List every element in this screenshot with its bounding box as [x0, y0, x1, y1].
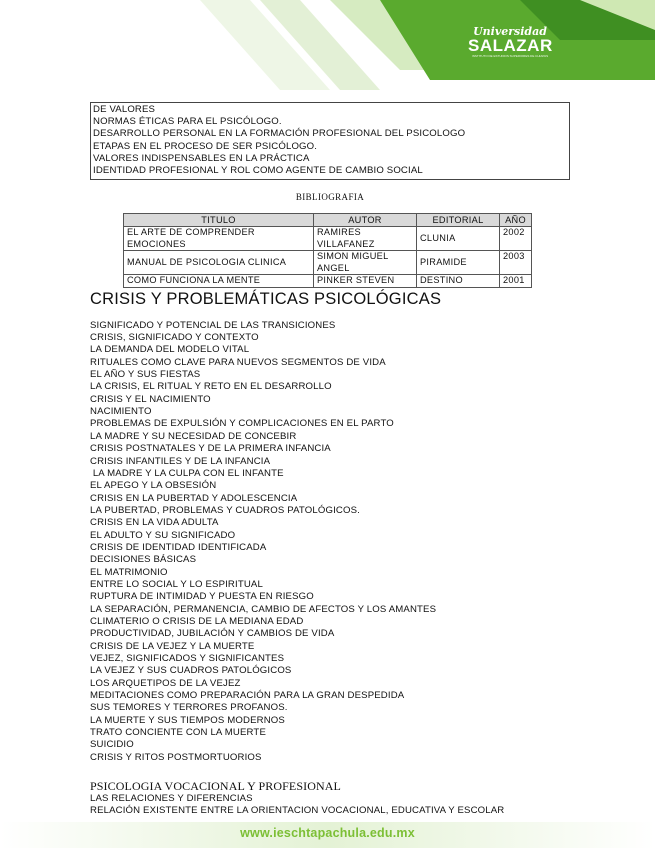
list-item: CRISIS Y EL NACIMIENTO: [90, 393, 211, 405]
list-item: CRISIS DE IDENTIDAD IDENTIFICADA: [90, 541, 267, 553]
cell-editorial: CLUNIA: [417, 227, 500, 251]
list-item: NACIMIENTO: [90, 406, 152, 418]
list-item: CRISIS EN LA VIDA ADULTA: [90, 517, 219, 529]
list-item: CRISIS DE LA VEJEZ Y LA MUERTE: [90, 640, 255, 652]
list-item: LA PUBERTAD, PROBLEMAS Y CUADROS PATOLÓGICOS.: [90, 504, 360, 516]
list-item: LA SEPARACIÓN, PERMANENCIA, CAMBIO DE AFECTOS Y LOS AMANTES: [90, 603, 437, 615]
footer-url[interactable]: www.ieschtapachula.edu.mx: [240, 826, 415, 840]
list-item: LA MADRE Y SU NECESIDAD DE CONCEBIR: [90, 430, 297, 442]
cell-editorial: PIRAMIDE: [417, 251, 500, 275]
logo-line-2: SALAZAR: [468, 36, 553, 55]
table-row: [124, 227, 532, 251]
list-item: VEJEZ, SIGNIFICADOS Y SIGNIFICANTES: [90, 653, 285, 664]
list-item: EL APEGO Y LA OBSESIÓN: [90, 480, 217, 492]
box-line: ETAPAS EN EL PROCESO DE SER PSICÓLOGO.: [93, 140, 318, 152]
list-item: RITUALES COMO CLAVE PARA NUEVOS SEGMENTOS DE VIDA: [90, 356, 386, 368]
content-box: [90, 102, 570, 180]
list-item: TRATO CONCIENTE CON LA MUERTE: [90, 727, 266, 739]
list-item: CRISIS EN LA PUBERTAD Y ADOLESCENCIA: [90, 492, 298, 504]
list-item: CLIMATERIO O CRISIS DE LA MEDIANA EDAD: [90, 615, 304, 627]
table-row: [124, 275, 532, 288]
subsection-list: [90, 793, 570, 818]
list-item: PRODUCTIVIDAD, JUBILACIÓN Y CAMBIOS DE VIDA: [90, 628, 335, 640]
list-item: SUS TEMORES Y TERRORES PROFANOS.: [90, 702, 288, 714]
list-item: SUICIDIO: [90, 739, 134, 751]
bibliography-table: [123, 213, 532, 288]
cell-autor: RAMIRES VILLAFANEZ: [314, 227, 417, 251]
cell-anio: 2003: [500, 251, 532, 275]
table-row: [124, 251, 532, 275]
cell-autor: PINKER STEVEN: [314, 275, 417, 288]
box-line: DE VALORES: [93, 104, 156, 115]
box-line: NORMAS ÉTICAS PARA EL PSICÓLOGO.: [93, 116, 282, 128]
column-header: TITULO: [124, 214, 314, 227]
list-item: MEDITACIONES COMO PREPARACIÓN PARA LA GRAN DESPEDIDA: [90, 690, 405, 702]
box-line: DESARROLLO PERSONAL EN LA FORMACIÓN PROFESIONAL DEL PSICOLOGO: [93, 128, 466, 140]
list-item: LA MUERTE Y SUS TIEMPOS MODERNOS: [90, 714, 285, 726]
list-item: LA DEMANDA DEL MODELO VITAL: [90, 344, 250, 356]
box-line: VALORES INDISPENSABLES EN LA PRÁCTICA: [93, 152, 310, 164]
list-item: EL AÑO Y SUS FIESTAS: [90, 369, 201, 381]
section-title: CRISIS Y PROBLEMÁTICAS PSICOLÓGICAS: [90, 289, 442, 308]
list-item: EL ADULTO Y SU SIGNIFICADO: [90, 529, 236, 541]
cell-titulo: MANUAL DE PSICOLOGIA CLINICA: [124, 251, 314, 275]
list-item: SIGNIFICADO Y POTENCIAL DE LAS TRANSICIONES: [90, 319, 336, 331]
cell-editorial: DESTINO: [417, 275, 500, 288]
list-item: CRISIS INFANTILES Y DE LA INFANCIA: [90, 455, 271, 467]
list-item: ENTRE LO SOCIAL Y LO ESPIRITUAL: [90, 578, 263, 590]
section-list: [90, 320, 570, 764]
cell-anio: 2002: [500, 227, 532, 251]
list-item: RELACIÓN EXISTENTE ENTRE LA ORIENTACION VOCACIONAL, EDUCATIVA Y ESCOLAR: [90, 805, 505, 817]
column-header: AÑO: [500, 214, 532, 227]
column-header: AUTOR: [314, 214, 417, 227]
list-item: LAS RELACIONES Y DIFERENCIAS: [90, 793, 253, 805]
header-decoration: [0, 0, 655, 90]
logo-line-3: INSTITUTO DE ESTUDIOS SUPERIORES DE CHIAPAS: [471, 54, 549, 58]
list-item: DECISIONES BÁSICAS: [90, 554, 197, 566]
list-item: CRISIS POSTNATALES Y DE LA PRIMERA INFANCIA: [90, 443, 331, 455]
list-item: CRISIS, SIGNIFICADO Y CONTEXTO: [90, 332, 259, 344]
cell-anio: 2001: [500, 275, 532, 288]
list-item: LA MADRE Y LA CULPA CON EL INFANTE: [90, 467, 284, 479]
list-item: RUPTURA DE INTIMIDAD Y PUESTA EN RIESGO: [90, 591, 314, 603]
bibliography-title: BIBLIOGRAFIA: [295, 192, 365, 203]
cell-titulo: EL ARTE DE COMPRENDER EMOCIONES: [124, 227, 314, 251]
logo-line-1: Universidad: [473, 25, 547, 38]
list-item: LA CRISIS, EL RITUAL Y RETO EN EL DESARROLLO: [90, 381, 332, 393]
cell-autor: SIMON MIGUEL ANGEL: [314, 251, 417, 275]
list-item: LOS ARQUETIPOS DE LA VEJEZ: [90, 677, 241, 689]
box-line: IDENTIDAD PROFESIONAL Y ROL COMO AGENTE DE CAMBIO SOCIAL: [93, 165, 423, 177]
subsection-title: PSICOLOGIA VOCACIONAL Y PROFESIONAL: [90, 779, 341, 794]
list-item: CRISIS Y RITOS POSTMORTUORIOS: [90, 751, 262, 763]
column-header: EDITORIAL: [417, 214, 500, 227]
list-item: EL MATRIMONIO: [90, 566, 168, 578]
table-header-row: [124, 214, 532, 227]
list-item: PROBLEMAS DE EXPULSIÓN Y COMPLICACIONES EN EL PARTO: [90, 418, 394, 430]
university-logo: [468, 26, 552, 58]
document-body: [90, 102, 570, 818]
cell-titulo: COMO FUNCIONA LA MENTE: [124, 275, 314, 288]
list-item: LA VEJEZ Y SUS CUADROS PATOLÓGICOS: [90, 665, 292, 677]
